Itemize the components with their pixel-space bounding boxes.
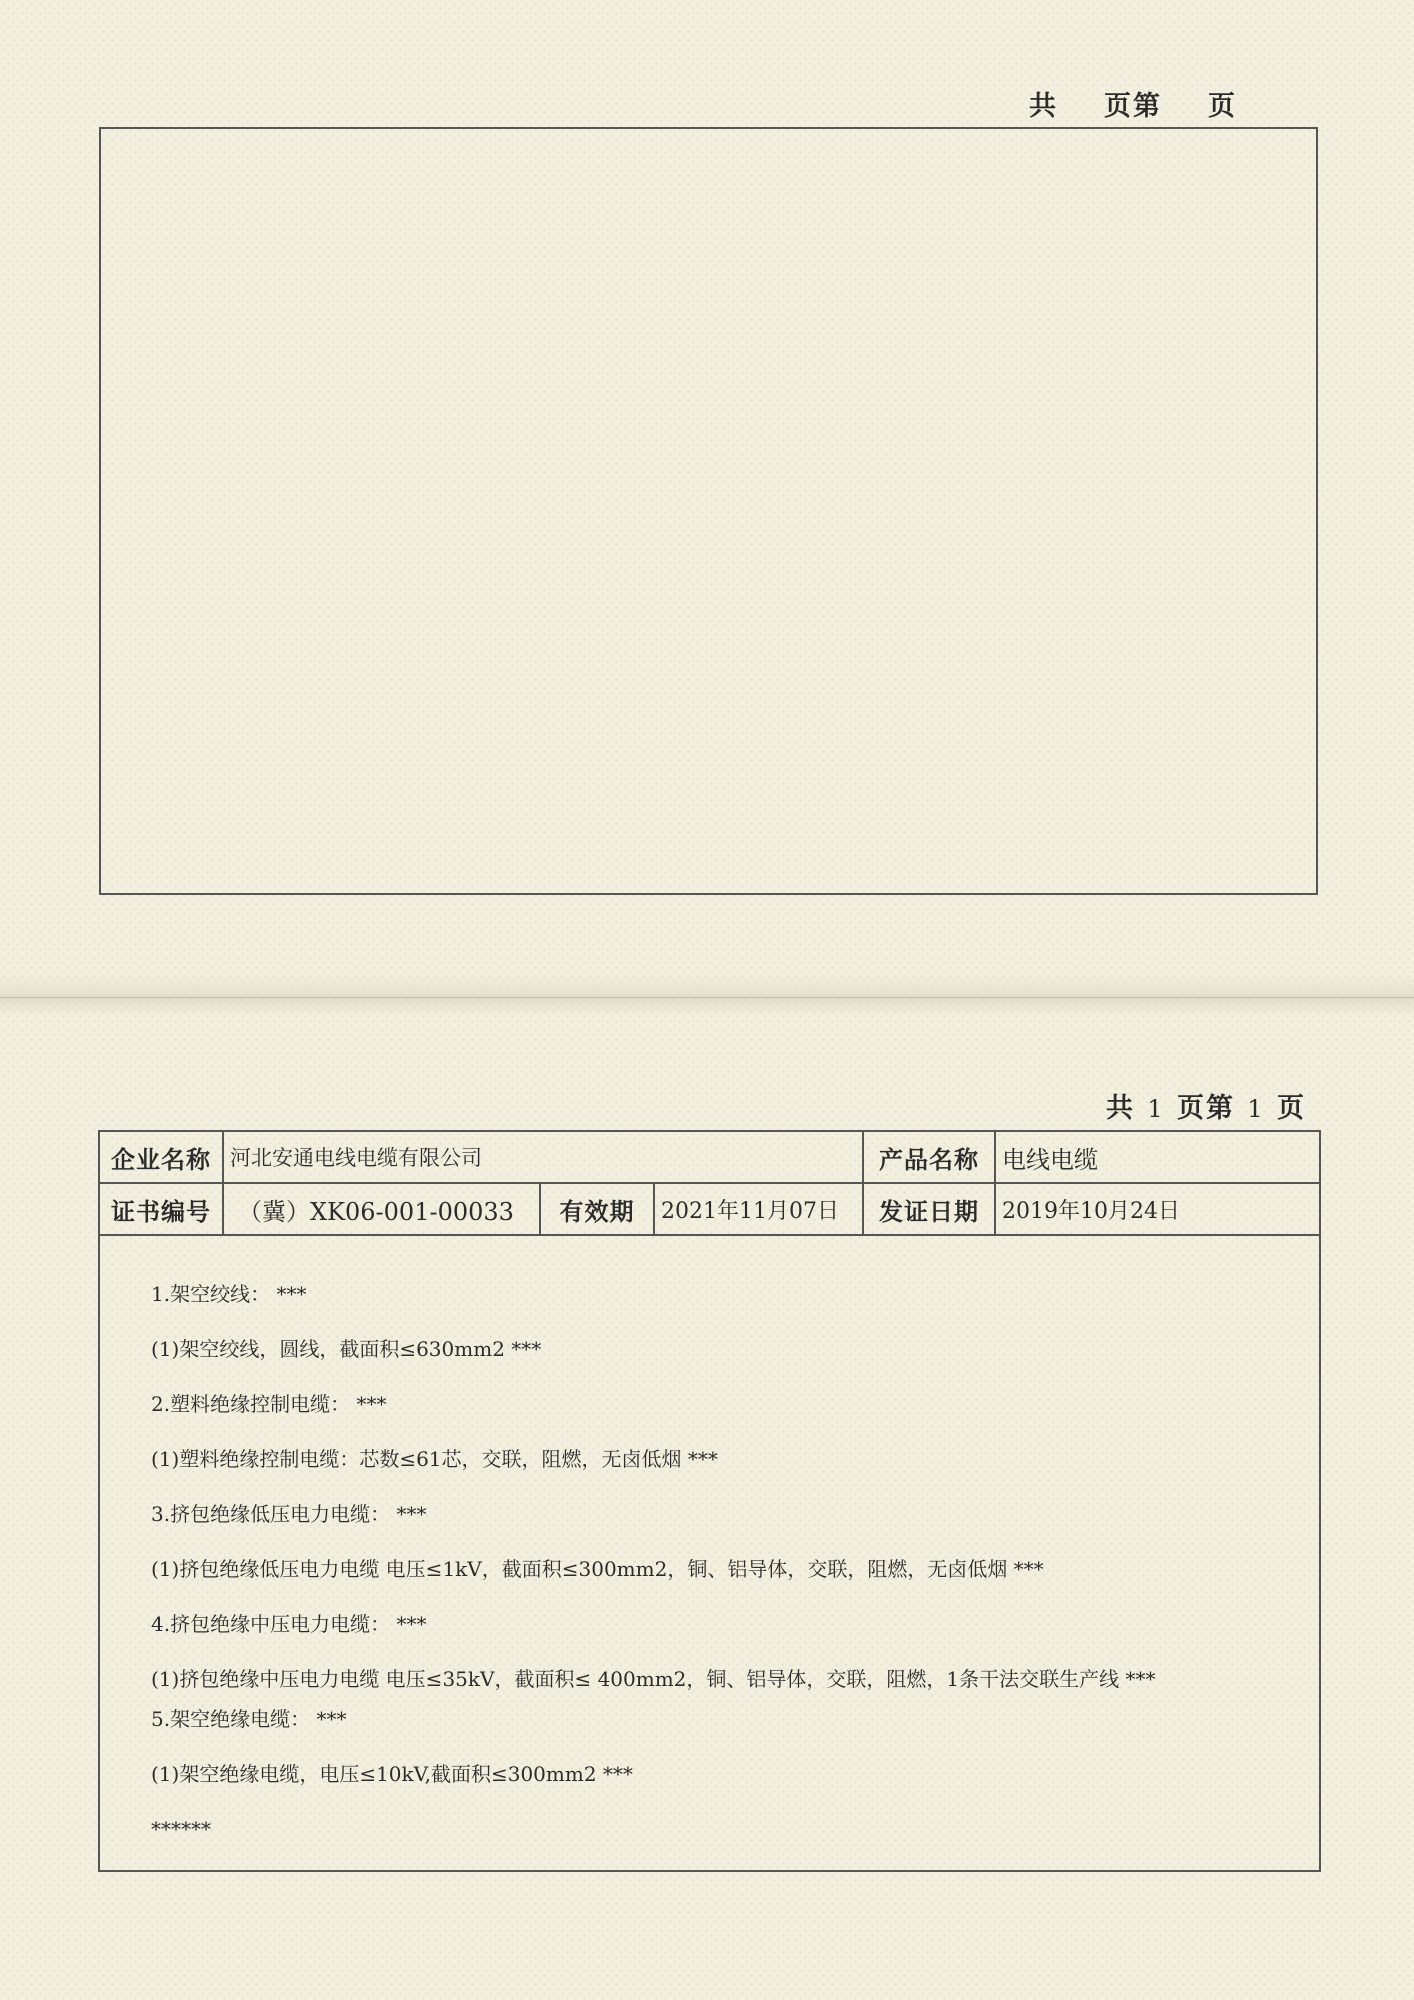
certificate-table — [98, 1130, 1321, 1872]
list-item: 3.挤包绝缘低压电力电缆： *** — [151, 1502, 427, 1526]
validity-value: 2021年11月07日 — [654, 1183, 863, 1235]
product-label: 产品名称 — [863, 1131, 995, 1183]
page-suffix: 页 — [1277, 1093, 1306, 1124]
table-row — [99, 1131, 1320, 1183]
page-middle: 页第 — [1104, 91, 1162, 122]
page-middle: 页第 — [1177, 1093, 1235, 1124]
product-value: 电线电缆 — [995, 1131, 1320, 1183]
company-label: 企业名称 — [99, 1131, 223, 1183]
total-prefix: 共 — [1106, 1093, 1135, 1124]
list-item: (1)挤包绝缘低压电力电缆 电压≤1kV，截面积≤300mm2，铜、铝导体，交联，阻燃，无卤低烟 *** — [151, 1557, 1044, 1581]
bottom-page-counter — [1106, 1086, 1306, 1125]
cert-no-label: 证书编号 — [99, 1183, 223, 1235]
validity-label: 有效期 — [540, 1183, 654, 1235]
table-row — [99, 1183, 1320, 1235]
total-prefix: 共 — [1029, 91, 1058, 122]
list-item: 2.塑料绝缘控制电缆： *** — [151, 1392, 387, 1416]
list-item: 4.挤包绝缘中压电力电缆： *** — [151, 1612, 427, 1636]
current-page: 1 — [1247, 1095, 1265, 1123]
list-item: (1)架空绞线，圆线，截面积≤630mm2 *** — [151, 1337, 542, 1361]
scope-cell — [99, 1235, 1320, 1871]
table-row — [99, 1235, 1320, 1871]
blank-frame — [99, 127, 1318, 895]
page-suffix: 页 — [1208, 91, 1237, 122]
scope-list — [106, 1236, 1313, 1843]
list-item: (1)挤包绝缘中压电力电缆 电压≤35kV，截面积≤ 400mm2，铜、铝导体，交联，阻燃，1条干法交联生产线 *** — [151, 1667, 1156, 1691]
total-pages: 1 — [1147, 1095, 1165, 1123]
issue-date-label: 发证日期 — [863, 1183, 995, 1235]
cert-no-value: （冀）XK06-001-00033 — [223, 1183, 540, 1235]
top-page-counter — [1029, 84, 1237, 123]
company-value: 河北安通电线电缆有限公司 — [223, 1131, 863, 1183]
page-fold-line — [0, 997, 1414, 998]
list-item: 1.架空绞线： *** — [151, 1282, 307, 1306]
list-item: (1)架空绝缘电缆，电压≤10kV,截面积≤300mm2 *** — [151, 1762, 633, 1786]
list-item: 5.架空绝缘电缆： *** — [151, 1707, 347, 1731]
page-fold — [0, 975, 1414, 1015]
list-item: (1)塑料绝缘控制电缆：芯数≤61芯，交联，阻燃，无卤低烟 *** — [151, 1447, 718, 1471]
list-item: ****** — [151, 1817, 211, 1841]
issue-date-value: 2019年10月24日 — [995, 1183, 1320, 1235]
